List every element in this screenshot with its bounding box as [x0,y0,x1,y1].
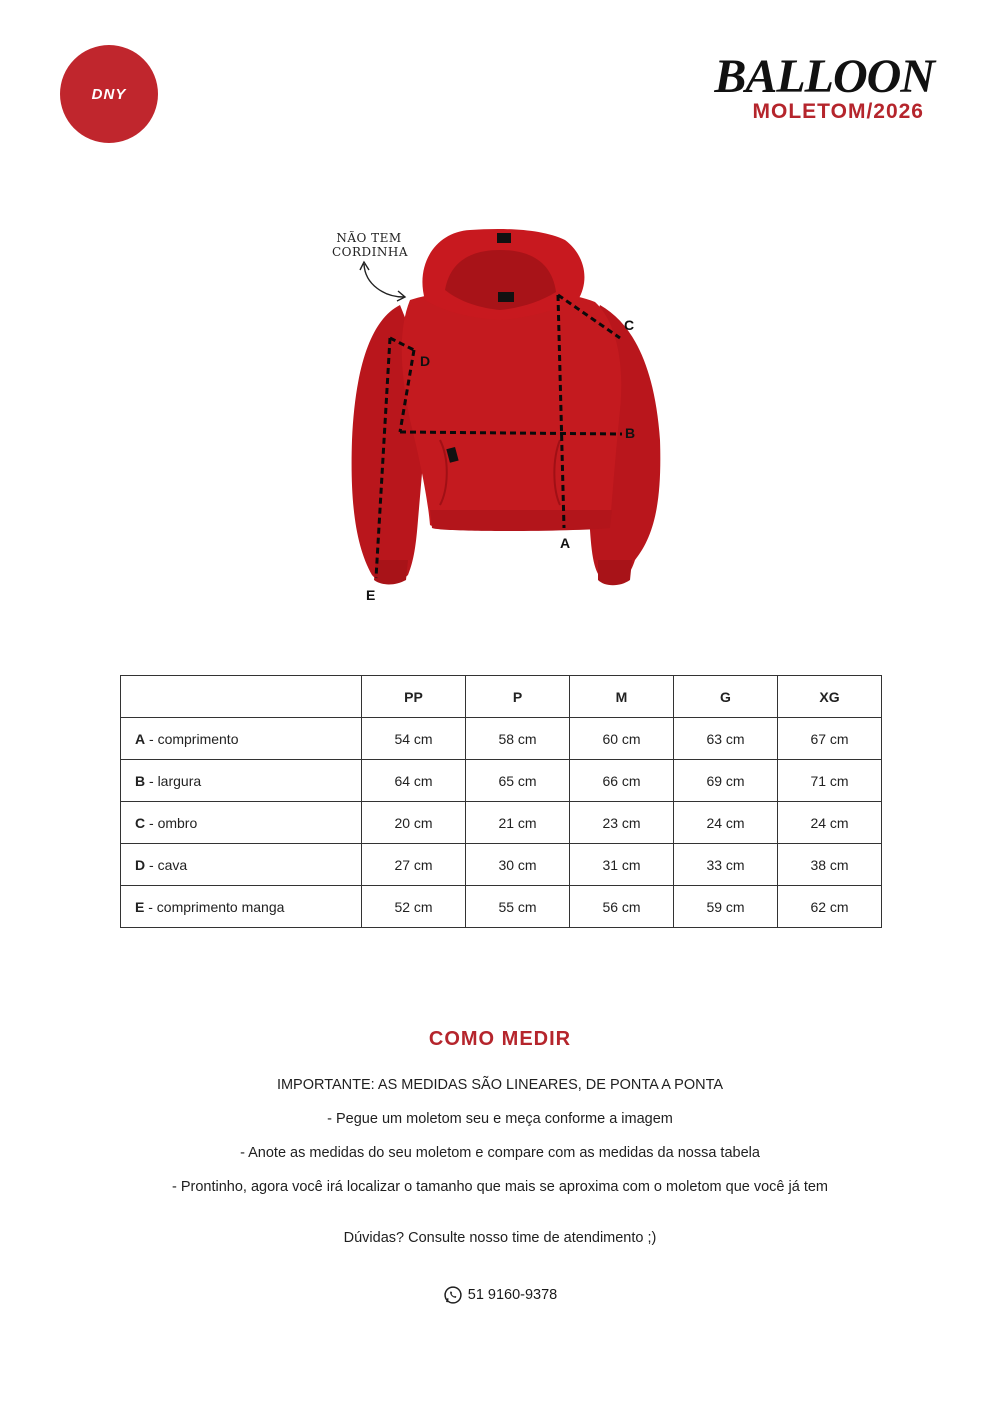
table-row [121,718,882,760]
table-cell: 27 cm [362,844,466,886]
whatsapp-icon [443,1285,463,1305]
table-cell: 71 cm [778,760,882,802]
label-e: E [366,587,376,603]
instruction-step-2: - Anote as medidas do seu moletom e compare com as medidas da nossa tabela [240,1145,760,1161]
important-note: IMPORTANTE: AS MEDIDAS SÃO LINEARES, DE PONTA A PONTA [276,1077,724,1093]
how-to-measure-title: COMO MEDIR [428,1028,572,1050]
instruction-step-1: - Pegue um moletom seu e meça conforme a imagem [327,1111,673,1127]
row-label: D - cava [121,844,362,886]
hoodie-right-cuff [598,560,632,585]
table-cell: 52 cm [362,886,466,928]
table-cell: 24 cm [674,802,778,844]
contact-phone[interactable] [0,1285,1000,1305]
hoodie-body [402,292,622,530]
row-label: E - comprimento manga [121,886,362,928]
label-a: A [560,535,571,551]
table-cell: 21 cm [466,802,570,844]
table-cell: 55 cm [466,886,570,928]
hoodie-diagram [300,220,700,620]
row-label: A - comprimento [121,718,362,760]
hood-tag [497,233,511,243]
table-cell: 63 cm [674,718,778,760]
table-cell: 65 cm [466,760,570,802]
logo-text: DNY [91,85,127,103]
table-cell: 24 cm [778,802,882,844]
table-cell: 59 cm [674,886,778,928]
header-size-pp: PP [362,676,466,718]
table-cell: 38 cm [778,844,882,886]
header-size-m: M [570,676,674,718]
header-empty-cell [121,676,362,718]
table-cell: 58 cm [466,718,570,760]
header-size-g: G [674,676,778,718]
instruction-step-3: - Prontinho, agora você irá localizar o tamanho que mais se aproxima com o moletom que você já tem [171,1179,829,1195]
table-cell: 66 cm [570,760,674,802]
brand-title-block [714,52,934,124]
table-row [121,802,882,844]
support-note: Dúvidas? Consulte nosso time de atendimento ;) [343,1230,657,1246]
table-row [121,844,882,886]
table-cell: 60 cm [570,718,674,760]
table-cell: 23 cm [570,802,674,844]
brand-logo [60,45,158,143]
chest-tag [498,292,514,302]
table-row [121,760,882,802]
header-size-xg: XG [778,676,882,718]
label-b: B [625,425,636,441]
size-table [120,675,882,928]
table-cell: 67 cm [778,718,882,760]
row-label: C - ombro [121,802,362,844]
product-subtitle: MOLETOM/2026 [752,100,924,123]
no-drawstring-note: NÃO TEM CORDINHA [332,231,409,259]
hoodie-waistband [430,510,612,531]
product-title: BALLOON [714,50,934,103]
table-cell: 30 cm [466,844,570,886]
table-cell: 54 cm [362,718,466,760]
table-cell: 56 cm [570,886,674,928]
row-label: B - largura [121,760,362,802]
header-size-p: P [466,676,570,718]
table-cell: 69 cm [674,760,778,802]
hoodie-left-cuff [374,560,408,585]
table-cell: 20 cm [362,802,466,844]
label-d: D [420,353,431,369]
phone-number: 51 9160-9378 [467,1287,558,1303]
size-table-header [121,676,882,718]
table-cell: 31 cm [570,844,674,886]
note-arrow [364,264,404,297]
table-cell: 62 cm [778,886,882,928]
table-cell: 64 cm [362,760,466,802]
table-cell: 33 cm [674,844,778,886]
label-c: C [624,317,635,333]
table-row [121,886,882,928]
